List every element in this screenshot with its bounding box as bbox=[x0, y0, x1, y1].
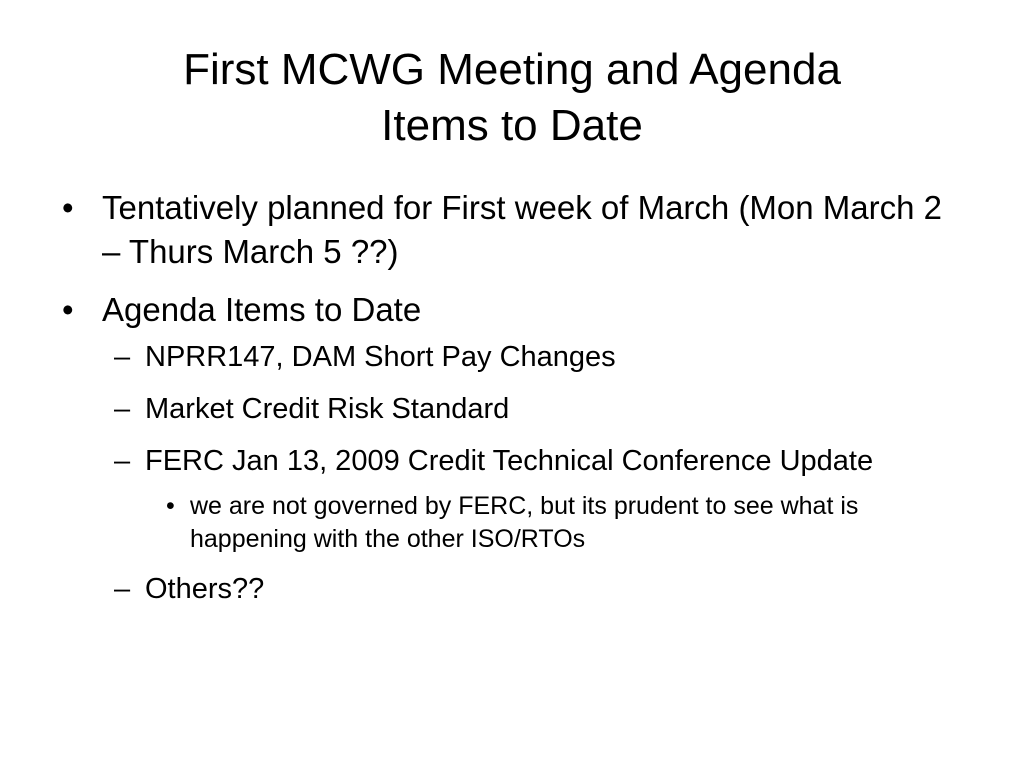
bullet-item bbox=[58, 186, 958, 274]
dash-marker-icon: – bbox=[114, 393, 131, 425]
bullet-text: Tentatively planned for First week of March (Mon March 2 – Thurs March 5 ??) bbox=[102, 189, 943, 270]
dash-marker-icon: – bbox=[114, 341, 131, 373]
bullet-marker-icon: • bbox=[166, 492, 175, 520]
slide-title bbox=[60, 42, 964, 154]
sub-sub-bullet-text: we are not governed by FERC, but its prudent to see what is happening with the other ISO/RTOs bbox=[190, 492, 859, 553]
bullet-item bbox=[58, 288, 958, 608]
title-line-1: First MCWG Meeting and Agenda bbox=[183, 45, 841, 94]
bullet-text: Agenda Items to Date bbox=[102, 291, 422, 328]
bullet-marker-icon: • bbox=[62, 189, 74, 226]
bullet-list bbox=[58, 186, 958, 622]
sub-bullet-text: Others?? bbox=[145, 573, 265, 605]
sub-bullet-list bbox=[58, 338, 958, 608]
bullet-marker-icon: • bbox=[62, 291, 74, 328]
sub-sub-bullet-item bbox=[58, 490, 958, 556]
dash-marker-icon: – bbox=[114, 573, 131, 605]
sub-bullet-item bbox=[58, 442, 958, 556]
sub-bullet-item bbox=[58, 338, 958, 376]
sub-bullet-text: Market Credit Risk Standard bbox=[145, 393, 510, 425]
sub-bullet-text: FERC Jan 13, 2009 Credit Technical Conference Update bbox=[145, 445, 874, 477]
sub-bullet-item bbox=[58, 570, 958, 608]
sub-sub-bullet-list bbox=[58, 490, 958, 556]
title-line-2: Items to Date bbox=[381, 101, 643, 150]
sub-bullet-text: NPRR147, DAM Short Pay Changes bbox=[145, 341, 616, 373]
dash-marker-icon: – bbox=[114, 445, 131, 477]
sub-bullet-item bbox=[58, 390, 958, 428]
